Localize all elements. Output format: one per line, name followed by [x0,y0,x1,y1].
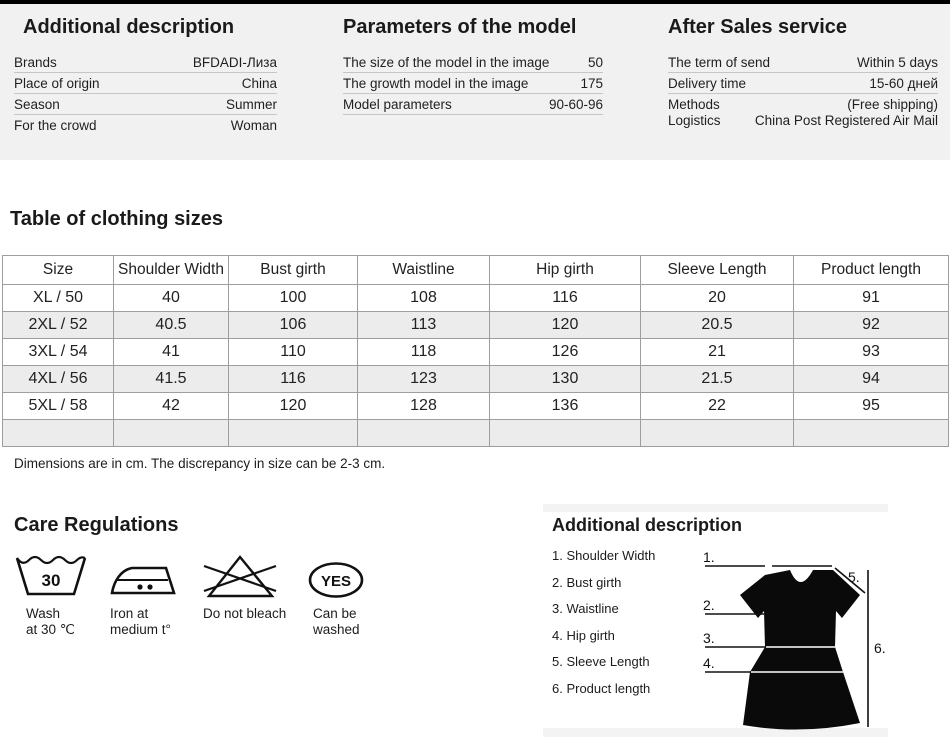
section-model-parameters [343,4,603,160]
table-cell: 41.5 [114,366,229,393]
svg-text:YES: YES [320,573,352,590]
table-cell: 136 [490,393,641,420]
do-not-bleach-icon [203,553,286,599]
product-info-panel [0,4,950,160]
measurements-panel [543,504,888,737]
table-cell [794,420,949,447]
can-be-washed-icon [307,553,365,599]
table-cell: 123 [358,366,490,393]
size-table-column-header: Product length [794,256,949,285]
info-label: Logistics [668,113,721,129]
care-item-no-bleach [203,553,286,622]
size-table-column-header: Bust girth [229,256,358,285]
table-cell: 95 [794,393,949,420]
info-value: Within 5 days [856,54,938,70]
info-label: Model parameters [343,96,452,112]
section-title: Parameters of the model [343,16,577,38]
care-item-can-wash [307,553,365,637]
info-value: China [241,75,277,91]
table-row [3,285,949,312]
info-row [343,73,603,94]
list-item: 6. Product length [552,680,651,696]
table-row [3,339,949,366]
table-cell [229,420,358,447]
info-value: Woman [230,118,277,133]
care-label: Do not bleach [203,606,287,621]
info-row [668,52,938,73]
size-note: Dimensions are in cm. The discrepancy in size can be 2-3 cm. [14,456,386,471]
info-label: For the crowd [14,118,97,133]
size-table-column-header: Waistline [358,256,490,285]
table-cell: 22 [641,393,794,420]
table-cell: 40.5 [114,312,229,339]
info-value: 175 [580,75,603,91]
table-cell: 42 [114,393,229,420]
table-cell: 106 [229,312,358,339]
table-cell: 116 [490,285,641,312]
table-cell: 128 [358,393,490,420]
diagram-label-6: 6. [874,640,886,656]
table-cell: 116 [229,366,358,393]
svg-text:30: 30 [41,571,61,590]
info-row [668,96,938,113]
list-item: 1. Shoulder Width [552,548,656,563]
table-cell: 5XL / 58 [3,393,114,420]
table-cell: 20 [641,285,794,312]
table-cell [3,420,114,447]
info-row-group [668,94,938,129]
table-cell: 92 [794,312,949,339]
info-value: China Post Registered Air Mail [754,113,938,129]
info-value: 90-60-96 [548,96,603,112]
table-cell: 120 [490,312,641,339]
table-row [3,420,949,447]
info-row [668,73,938,94]
table-cell: 93 [794,339,949,366]
diagram-label-1: 1. [703,549,715,565]
size-table-header-row [3,256,949,285]
size-table-title: Table of clothing sizes [10,208,223,230]
section-additional-description [14,4,277,160]
measurements-list [552,548,655,707]
care-title: Care Regulations [14,514,179,536]
size-table [2,255,949,447]
dress-diagram [693,544,908,734]
table-cell: 41 [114,339,229,366]
section-after-sales [668,4,938,160]
list-item: 2. Bust girth [552,574,622,590]
diagram-label-4: 4. [703,655,715,671]
table-cell: 94 [794,366,949,393]
table-cell: 113 [358,312,490,339]
care-label: Wash at 30 ℃ [26,606,75,637]
info-row [14,94,277,115]
measurements-title: Additional description [552,515,743,535]
diagram-label-2: 2. [703,597,715,613]
table-cell: 20.5 [641,312,794,339]
info-label: The size of the model in the image [343,54,550,70]
list-item: 5. Sleeve Length [552,654,650,669]
table-cell: 3XL / 54 [3,339,114,366]
table-cell: 2XL / 52 [3,312,114,339]
table-cell: 21.5 [641,366,794,393]
table-cell: 100 [229,285,358,312]
table-cell: 110 [229,339,358,366]
list-item: 4. Hip girth [552,627,615,643]
table-row [3,393,949,420]
size-table-column-header: Hip girth [490,256,641,285]
info-row [343,52,603,73]
info-label: Brands [14,54,57,70]
size-table-column-header: Size [3,256,114,285]
table-cell: 21 [641,339,794,366]
table-cell: 4XL / 56 [3,366,114,393]
table-cell [114,420,229,447]
iron-medium-icon [110,553,180,599]
size-table-body [3,285,949,447]
info-row [343,94,603,115]
info-row [14,73,277,94]
info-value: (Free shipping) [847,96,938,112]
info-label: Methods [668,96,720,112]
care-label: Iron at medium t° [110,606,171,637]
diagram-label-5: 5. [848,569,860,585]
diagram-label-3: 3. [703,630,715,646]
info-row [668,113,938,130]
section-title: Additional description [23,16,235,38]
info-value: 15-60 дней [869,75,938,91]
table-row [3,312,949,339]
size-table-column-header: Sleeve Length [641,256,794,285]
info-value: BFDADI-Лиза [192,54,277,70]
dress-silhouette [740,570,860,730]
size-table-column-header: Shoulder Width [114,256,229,285]
care-item-wash [14,553,88,637]
table-cell [641,420,794,447]
table-cell: 130 [490,366,641,393]
table-cell: 118 [358,339,490,366]
table-cell: 120 [229,393,358,420]
info-value: 50 [587,54,603,70]
info-label: The growth model in the image [343,75,529,91]
table-cell: 108 [358,285,490,312]
table-row [3,366,949,393]
info-label: Delivery time [668,75,747,91]
section-title: After Sales service [668,16,848,38]
info-label: The term of send [668,54,771,70]
info-row [14,52,277,73]
table-cell [490,420,641,447]
table-cell: 91 [794,285,949,312]
care-item-iron [110,553,180,637]
table-cell: XL / 50 [3,285,114,312]
wash-30-icon [14,553,88,599]
table-cell: 126 [490,339,641,366]
care-label: Can be washed [313,606,360,637]
info-value: Summer [225,96,277,112]
info-label: Season [14,96,60,112]
list-item: 3. Waistline [552,601,619,616]
panel-edge-top [543,504,888,512]
table-cell [358,420,490,447]
info-label: Place of origin [14,75,100,91]
table-cell: 40 [114,285,229,312]
info-row [14,115,277,136]
